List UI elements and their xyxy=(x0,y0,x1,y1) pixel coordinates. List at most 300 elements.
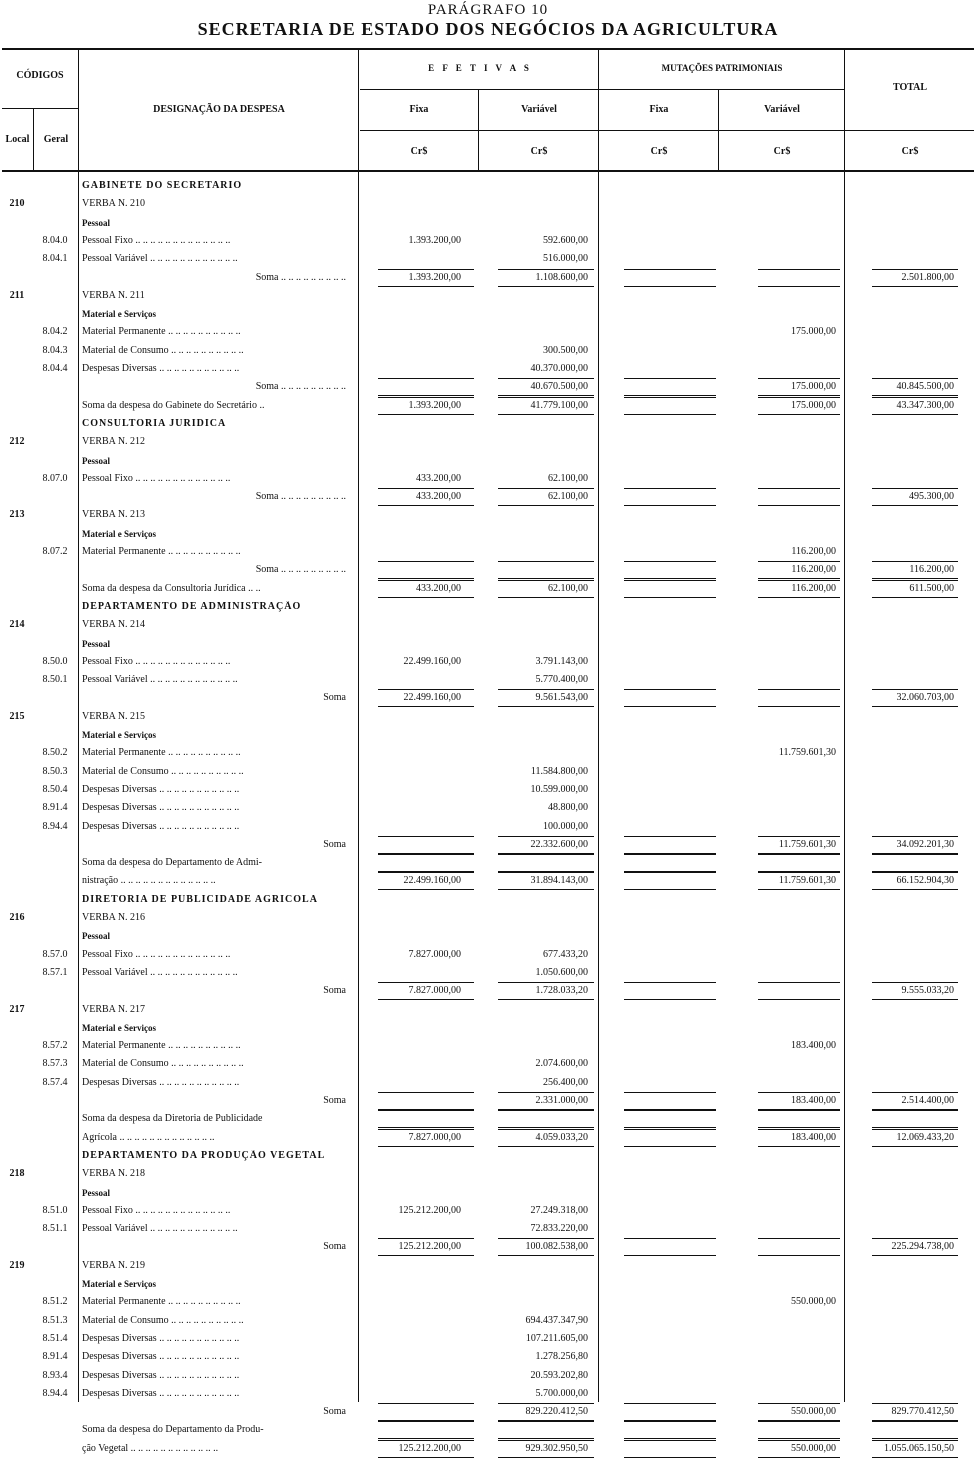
rule-line xyxy=(872,286,958,287)
subtotal-row xyxy=(0,692,976,704)
section-row xyxy=(0,1150,976,1162)
rule-line xyxy=(758,1092,840,1093)
total-cell: 611.500,00 xyxy=(909,583,954,594)
rule-line xyxy=(624,1129,716,1130)
section-row xyxy=(0,894,976,906)
general-code-cell: 8.57.4 xyxy=(42,1077,68,1088)
designation-cell: Soma da despesa do Departamento da Produ- xyxy=(82,1424,264,1435)
table-row xyxy=(0,711,976,723)
designation-cell: Pessoal Variável .. .. .. .. .. .. .. .. .. .. .. .. xyxy=(82,967,238,978)
total-cell: 829.770.412,50 xyxy=(891,1406,954,1417)
rule-line xyxy=(872,269,958,270)
table-row xyxy=(0,1296,976,1308)
efetiva-fixa-cell: 22.499.160,00 xyxy=(403,875,461,886)
table-row xyxy=(0,619,976,631)
rule-line xyxy=(498,836,594,837)
rule-line xyxy=(872,395,958,396)
rule-line xyxy=(758,578,840,579)
rule-line xyxy=(758,1440,840,1441)
designation-cell: GABINETE DO SECRETARIO xyxy=(82,180,243,191)
rule-line xyxy=(624,1403,716,1404)
total-cell: 116.200,00 xyxy=(909,564,954,575)
mutacao-variavel-cell: 175.000,00 xyxy=(791,326,836,337)
table-row xyxy=(0,308,976,320)
rule-line xyxy=(872,706,958,707)
efetiva-variavel-cell: 516.000,00 xyxy=(543,253,588,264)
rule-line xyxy=(872,505,958,506)
efetiva-variavel-cell: 100.082.538,00 xyxy=(525,1241,588,1252)
rule-line xyxy=(758,414,840,415)
local-code-cell: 215 xyxy=(9,711,25,722)
subtotal-row xyxy=(0,1241,976,1253)
rule-line xyxy=(378,982,474,983)
efetiva-variavel-cell: 256.400,00 xyxy=(543,1077,588,1088)
rule-line xyxy=(872,1127,958,1128)
header-local: Local xyxy=(5,134,30,145)
table-row xyxy=(0,436,976,448)
designation-cell: Pessoal Variável .. .. .. .. .. .. .. .. .. .. .. .. xyxy=(82,1223,238,1234)
rule-line xyxy=(872,1440,958,1441)
rule-line xyxy=(624,1092,716,1093)
header-geral: Geral xyxy=(43,134,69,145)
rule-line xyxy=(872,1146,958,1147)
rule-line xyxy=(378,488,474,489)
general-code-cell: 8.50.4 xyxy=(42,784,68,795)
header-total: TOTAL xyxy=(892,82,928,93)
header-codigos: CÓDIGOS xyxy=(16,70,64,81)
efetiva-variavel-cell: 40.370.000,00 xyxy=(530,363,588,374)
rule-line xyxy=(498,982,594,983)
currency-mutacoes-fixa: Cr$ xyxy=(650,146,668,157)
rule-line xyxy=(378,561,474,562)
total-cell: 12.069.433,20 xyxy=(896,1132,954,1143)
rule-line xyxy=(758,488,840,489)
rule-line xyxy=(378,1438,474,1439)
efetiva-variavel-cell: 22.332.600,00 xyxy=(530,839,588,850)
general-code-cell: 8.50.3 xyxy=(42,766,68,777)
rule-line xyxy=(378,395,474,396)
efetiva-fixa-cell: 433.200,00 xyxy=(416,473,461,484)
rule-line xyxy=(758,395,840,396)
rule-line xyxy=(758,505,840,506)
rule-line xyxy=(624,689,716,690)
efetiva-variavel-cell: 1.278.256,80 xyxy=(535,1351,588,1362)
rule-line xyxy=(624,1146,716,1147)
table-row xyxy=(0,1113,976,1125)
designation-cell: Soma da despesa do Departamento de Admi- xyxy=(82,857,262,868)
rule-line xyxy=(624,706,716,707)
efetiva-variavel-cell: 31.894.143,00 xyxy=(530,875,588,886)
designation-cell: VERBA N. 214 xyxy=(82,619,146,630)
rule-line xyxy=(498,378,594,379)
rule-line xyxy=(758,1127,840,1128)
rule-line xyxy=(498,1092,594,1093)
rule-line xyxy=(758,286,840,287)
rule-line xyxy=(498,1146,594,1147)
rule-line xyxy=(498,1255,594,1256)
rule-line xyxy=(758,999,840,1000)
table-row xyxy=(0,546,976,558)
page-title: SECRETARIA DE ESTADO DOS NEGÓCIOS DA AGRICULTURA xyxy=(197,19,779,39)
total-cell: 40.845.500,00 xyxy=(896,381,954,392)
rule-line xyxy=(378,597,474,598)
table-row xyxy=(0,1333,976,1345)
subtotal-row xyxy=(0,1406,976,1418)
general-code-cell: 8.07.0 xyxy=(42,473,68,484)
rule-line xyxy=(872,889,958,890)
table-row xyxy=(0,875,976,887)
rule-line xyxy=(498,854,594,855)
rule-line xyxy=(624,836,716,837)
designation-cell: VERBA N. 215 xyxy=(82,711,146,722)
rule-line xyxy=(378,1238,474,1239)
designation-cell: Despesas Diversas .. .. .. .. .. .. .. .. .. .. .. xyxy=(82,1370,240,1381)
table-row xyxy=(0,857,976,869)
rule-line xyxy=(758,1421,840,1422)
rule-line xyxy=(872,397,958,398)
efetiva-variavel-cell: 27.249.318,00 xyxy=(530,1205,588,1216)
rule-line xyxy=(872,378,958,379)
rule-line xyxy=(624,397,716,398)
efetiva-variavel-cell: 72.833.220,00 xyxy=(530,1223,588,1234)
subtotal-row xyxy=(0,839,976,851)
header-mutacoes-variavel: Variável xyxy=(764,104,800,115)
table-row xyxy=(0,656,976,668)
rule-line xyxy=(624,1238,716,1239)
efetiva-fixa-cell: 1.393.200,00 xyxy=(408,235,461,246)
efetiva-variavel-cell: 694.437.347,90 xyxy=(525,1315,588,1326)
rule-line xyxy=(624,872,716,873)
designation-cell: Soma .. .. .. .. .. .. .. .. .. xyxy=(255,564,346,575)
designation-cell: Soma .. .. .. .. .. .. .. .. .. xyxy=(255,491,346,502)
rule-line xyxy=(378,397,474,398)
currency-mutacoes-variavel: Cr$ xyxy=(773,146,791,157)
table-row xyxy=(0,674,976,686)
local-code-cell: 212 xyxy=(9,436,25,447)
table-row xyxy=(0,1260,976,1272)
rule-line xyxy=(624,597,716,598)
rule-line xyxy=(872,1129,958,1130)
efetiva-variavel-cell: 1.050.600,00 xyxy=(535,967,588,978)
table-row xyxy=(0,217,976,229)
rule-line xyxy=(378,872,474,873)
rule-line xyxy=(624,561,716,562)
rule-line xyxy=(498,1440,594,1441)
rule-line xyxy=(624,505,716,506)
designation-cell: Material e Serviços xyxy=(82,309,156,319)
subtotal-row xyxy=(0,491,976,503)
rule-line xyxy=(624,1440,716,1441)
local-code-cell: 217 xyxy=(9,1004,25,1015)
rule-line xyxy=(498,1129,594,1130)
subtotal-row xyxy=(0,985,976,997)
rule-line xyxy=(378,1092,474,1093)
subtotal-row xyxy=(0,564,976,576)
rule-line xyxy=(758,597,840,598)
rule-line xyxy=(378,378,474,379)
efetiva-variavel-cell: 2.331.000,00 xyxy=(535,1095,588,1106)
designation-cell: Despesas Diversas .. .. .. .. .. .. .. .. .. .. .. xyxy=(82,1077,240,1088)
table-row xyxy=(0,326,976,338)
header-efetivas: E F E T I V A S xyxy=(428,63,532,73)
rule-line xyxy=(378,1421,474,1422)
table-row xyxy=(0,1004,976,1016)
efetiva-fixa-cell: 433.200,00 xyxy=(416,583,461,594)
table-row xyxy=(0,1077,976,1089)
rule-line xyxy=(758,378,840,379)
mutacao-variavel-cell: 175.000,00 xyxy=(791,381,836,392)
mutacao-variavel-cell: 183.400,00 xyxy=(791,1132,836,1143)
designation-cell: Pessoal Fixo .. .. .. .. .. .. .. .. .. .. .. .. .. xyxy=(82,949,231,960)
rule-line xyxy=(378,1129,474,1130)
designation-cell: Material de Consumo .. .. .. .. .. .. .. .. .. .. xyxy=(82,1058,244,1069)
local-code-cell: 216 xyxy=(9,912,25,923)
mutacao-variavel-cell: 550.000,00 xyxy=(791,1406,836,1417)
general-code-cell: 8.04.0 xyxy=(42,235,68,246)
table-row xyxy=(0,528,976,540)
rule-line xyxy=(624,889,716,890)
table-row xyxy=(0,1168,976,1180)
designation-cell: VERBA N. 216 xyxy=(82,912,146,923)
table-row xyxy=(0,198,976,210)
efetiva-variavel-cell: 1.108.600,00 xyxy=(535,272,588,283)
table-row xyxy=(0,1424,976,1436)
currency-variavel: Cr$ xyxy=(530,146,548,157)
total-cell: 2.514.400,00 xyxy=(901,1095,954,1106)
designation-cell: VERBA N. 218 xyxy=(82,1168,146,1179)
designation-cell: DIRETORIA DE PUBLICIDADE AGRICOLA xyxy=(82,894,318,905)
rule-line xyxy=(498,689,594,690)
rule-line xyxy=(498,1438,594,1439)
rule-line xyxy=(498,580,594,581)
rule-line xyxy=(872,597,958,598)
rule-line xyxy=(498,1403,594,1404)
general-code-cell: 8.91.4 xyxy=(42,1351,68,1362)
rule-line xyxy=(624,395,716,396)
rule-line xyxy=(498,999,594,1000)
general-code-cell: 8.07.2 xyxy=(42,546,68,557)
mutacao-variavel-cell: 175.000,00 xyxy=(791,400,836,411)
currency-fixa: Cr$ xyxy=(410,146,428,157)
designation-cell: Material de Consumo .. .. .. .. .. .. .. .. .. .. xyxy=(82,345,244,356)
rule-line xyxy=(624,488,716,489)
designation-cell: Soma xyxy=(323,1095,346,1106)
table-row xyxy=(0,729,976,741)
local-code-cell: 213 xyxy=(9,509,25,520)
rule-line xyxy=(498,889,594,890)
designation-cell: Soma .. .. .. .. .. .. .. .. .. xyxy=(255,272,346,283)
rule-line xyxy=(378,578,474,579)
rule-line xyxy=(758,872,840,873)
efetiva-variavel-cell: 40.670.500,00 xyxy=(530,381,588,392)
rule-line xyxy=(758,1110,840,1111)
general-code-cell: 8.51.3 xyxy=(42,1315,68,1326)
mutacao-variavel-cell: 183.400,00 xyxy=(791,1040,836,1051)
table-row xyxy=(0,967,976,979)
rule-line xyxy=(624,1127,716,1128)
designation-cell: nistração .. .. .. .. .. .. .. .. .. .. .. .. .. xyxy=(82,875,216,886)
table-row xyxy=(0,290,976,302)
efetiva-variavel-cell: 677.433,20 xyxy=(543,949,588,960)
efetiva-fixa-cell: 7.827.000,00 xyxy=(408,985,461,996)
section-row xyxy=(0,418,976,430)
local-code-cell: 214 xyxy=(9,619,25,630)
table-row xyxy=(0,1370,976,1382)
currency-total: Cr$ xyxy=(901,146,919,157)
rule-line xyxy=(872,488,958,489)
header-efetivas-variavel: Variável xyxy=(521,104,557,115)
general-code-cell: 8.04.1 xyxy=(42,253,68,264)
table-row xyxy=(0,363,976,375)
mutacao-variavel-cell: 11.759.601,30 xyxy=(778,875,836,886)
table-row xyxy=(0,638,976,650)
rule-line xyxy=(378,1146,474,1147)
rule-line xyxy=(758,397,840,398)
rule-line xyxy=(624,378,716,379)
rule-line xyxy=(872,1403,958,1404)
subtotal-row xyxy=(0,272,976,284)
rule-line xyxy=(872,836,958,837)
efetiva-fixa-cell: 7.827.000,00 xyxy=(408,1132,461,1143)
rule-line xyxy=(758,689,840,690)
designation-cell: Soma .. .. .. .. .. .. .. .. .. xyxy=(255,381,346,392)
designation-cell: Pessoal Fixo .. .. .. .. .. .. .. .. .. .. .. .. .. xyxy=(82,473,231,484)
rule-line xyxy=(758,1238,840,1239)
designation-cell: Material Permanente .. .. .. .. .. .. .. .. .. .. xyxy=(82,1040,241,1051)
rule-line xyxy=(378,889,474,890)
rule-line xyxy=(624,854,716,855)
table-row xyxy=(0,400,976,412)
mutacao-variavel-cell: 550.000,00 xyxy=(791,1443,836,1454)
rule-line xyxy=(758,982,840,983)
designation-cell: CONSULTORIA JURIDICA xyxy=(82,418,227,429)
efetiva-variavel-cell: 100.000,00 xyxy=(543,821,588,832)
rule-line xyxy=(378,836,474,837)
rule-line xyxy=(378,414,474,415)
rule-line xyxy=(498,1238,594,1239)
rule-line xyxy=(498,1127,594,1128)
rule-line xyxy=(758,1403,840,1404)
mutacao-variavel-cell: 550.000,00 xyxy=(791,1296,836,1307)
efetiva-fixa-cell: 22.499.160,00 xyxy=(403,656,461,667)
rule-line xyxy=(758,889,840,890)
designation-cell: Despesas Diversas .. .. .. .. .. .. .. .. .. .. .. xyxy=(82,1333,240,1344)
efetiva-fixa-cell: 433.200,00 xyxy=(416,491,461,502)
designation-cell: Despesas Diversas .. .. .. .. .. .. .. .. .. .. .. xyxy=(82,802,240,813)
table-row xyxy=(0,455,976,467)
efetiva-variavel-cell: 592.600,00 xyxy=(543,235,588,246)
efetiva-fixa-cell: 125.212.200,00 xyxy=(398,1205,461,1216)
rule-line xyxy=(758,1146,840,1147)
rule-line xyxy=(758,1438,840,1439)
general-code-cell: 8.04.2 xyxy=(42,326,68,337)
divider-efetivas-mid xyxy=(478,90,479,170)
rule-line xyxy=(624,1255,716,1256)
rule-line xyxy=(378,1127,474,1128)
designation-cell: Despesas Diversas .. .. .. .. .. .. .. .. .. .. .. xyxy=(82,1388,240,1399)
total-cell: 9.555.033,20 xyxy=(901,985,954,996)
table-row xyxy=(0,1058,976,1070)
designation-cell: VERBA N. 212 xyxy=(82,436,146,447)
total-cell: 32.060.703,00 xyxy=(896,692,954,703)
efetiva-variavel-cell: 62.100,00 xyxy=(548,491,588,502)
rule-line xyxy=(872,1438,958,1439)
efetiva-fixa-cell: 1.393.200,00 xyxy=(408,272,461,283)
rule-line xyxy=(498,597,594,598)
rule-line xyxy=(624,414,716,415)
general-code-cell: 8.50.1 xyxy=(42,674,68,685)
efetiva-variavel-cell: 300.500,00 xyxy=(543,345,588,356)
total-cell: 43.347.300,00 xyxy=(896,400,954,411)
table-row xyxy=(0,345,976,357)
header-mutacoes-fixa: Fixa xyxy=(649,104,669,115)
table-row xyxy=(0,473,976,485)
rule-line xyxy=(872,561,958,562)
table-row xyxy=(0,912,976,924)
designation-cell: Material e Serviços xyxy=(82,1279,156,1289)
rule-line xyxy=(758,854,840,855)
rule-line xyxy=(758,580,840,581)
rule-line xyxy=(758,1129,840,1130)
rule-line xyxy=(624,1438,716,1439)
efetiva-variavel-cell: 11.584.800,00 xyxy=(530,766,588,777)
efetiva-variavel-cell: 62.100,00 xyxy=(548,583,588,594)
designation-cell: Despesas Diversas .. .. .. .. .. .. .. .. .. .. .. xyxy=(82,1351,240,1362)
rule-line xyxy=(624,286,716,287)
designation-cell: Pessoal xyxy=(82,639,110,649)
designation-cell: Pessoal xyxy=(82,931,110,941)
table-row xyxy=(0,1315,976,1327)
rule-line xyxy=(378,286,474,287)
general-code-cell: 8.51.2 xyxy=(42,1296,68,1307)
rule-line xyxy=(758,706,840,707)
header-mutacoes: MUTAÇÕES PATRIMONIAIS xyxy=(661,63,783,73)
table-row xyxy=(0,1187,976,1199)
designation-cell: Material Permanente .. .. .. .. .. .. .. .. .. .. xyxy=(82,1296,241,1307)
designation-cell: Material Permanente .. .. .. .. .. .. .. .. .. .. xyxy=(82,747,241,758)
designation-cell: Material de Consumo .. .. .. .. .. .. .. .. .. .. xyxy=(82,1315,244,1326)
rule-line xyxy=(758,561,840,562)
rule-line xyxy=(872,999,958,1000)
local-code-cell: 219 xyxy=(9,1260,25,1271)
rule-line xyxy=(378,854,474,855)
rule-line xyxy=(498,561,594,562)
subtotal-row xyxy=(0,381,976,393)
general-code-cell: 8.57.0 xyxy=(42,949,68,960)
designation-cell: Agrícola .. .. .. .. .. .. .. .. .. .. .. .. .. xyxy=(82,1132,215,1143)
rule-line xyxy=(378,1255,474,1256)
total-cell: 495.300,00 xyxy=(909,491,954,502)
rule-line xyxy=(498,1421,594,1422)
rule-line xyxy=(498,286,594,287)
designation-cell: Pessoal Variável .. .. .. .. .. .. .. .. .. .. .. .. xyxy=(82,253,238,264)
general-code-cell: 8.91.4 xyxy=(42,802,68,813)
local-code-cell: 211 xyxy=(9,290,25,301)
efetiva-variavel-cell: 10.599.000,00 xyxy=(530,784,588,795)
table-row xyxy=(0,253,976,265)
total-cell: 66.152.904,30 xyxy=(896,875,954,886)
rule-line xyxy=(624,999,716,1000)
section-row xyxy=(0,601,976,613)
designation-cell: Soma xyxy=(323,1406,346,1417)
efetiva-variavel-cell: 829.220.412,50 xyxy=(525,1406,588,1417)
efetiva-variavel-cell: 20.593.202,80 xyxy=(530,1370,588,1381)
designation-cell: DEPARTAMENTO DE ADMINISTRAÇÃO xyxy=(82,601,302,612)
designation-cell: Pessoal Variável .. .. .. .. .. .. .. .. .. .. .. .. xyxy=(82,674,238,685)
efetiva-variavel-cell: 107.211.605,00 xyxy=(525,1333,588,1344)
general-code-cell: 8.51.4 xyxy=(42,1333,68,1344)
general-code-cell: 8.93.4 xyxy=(42,1370,68,1381)
